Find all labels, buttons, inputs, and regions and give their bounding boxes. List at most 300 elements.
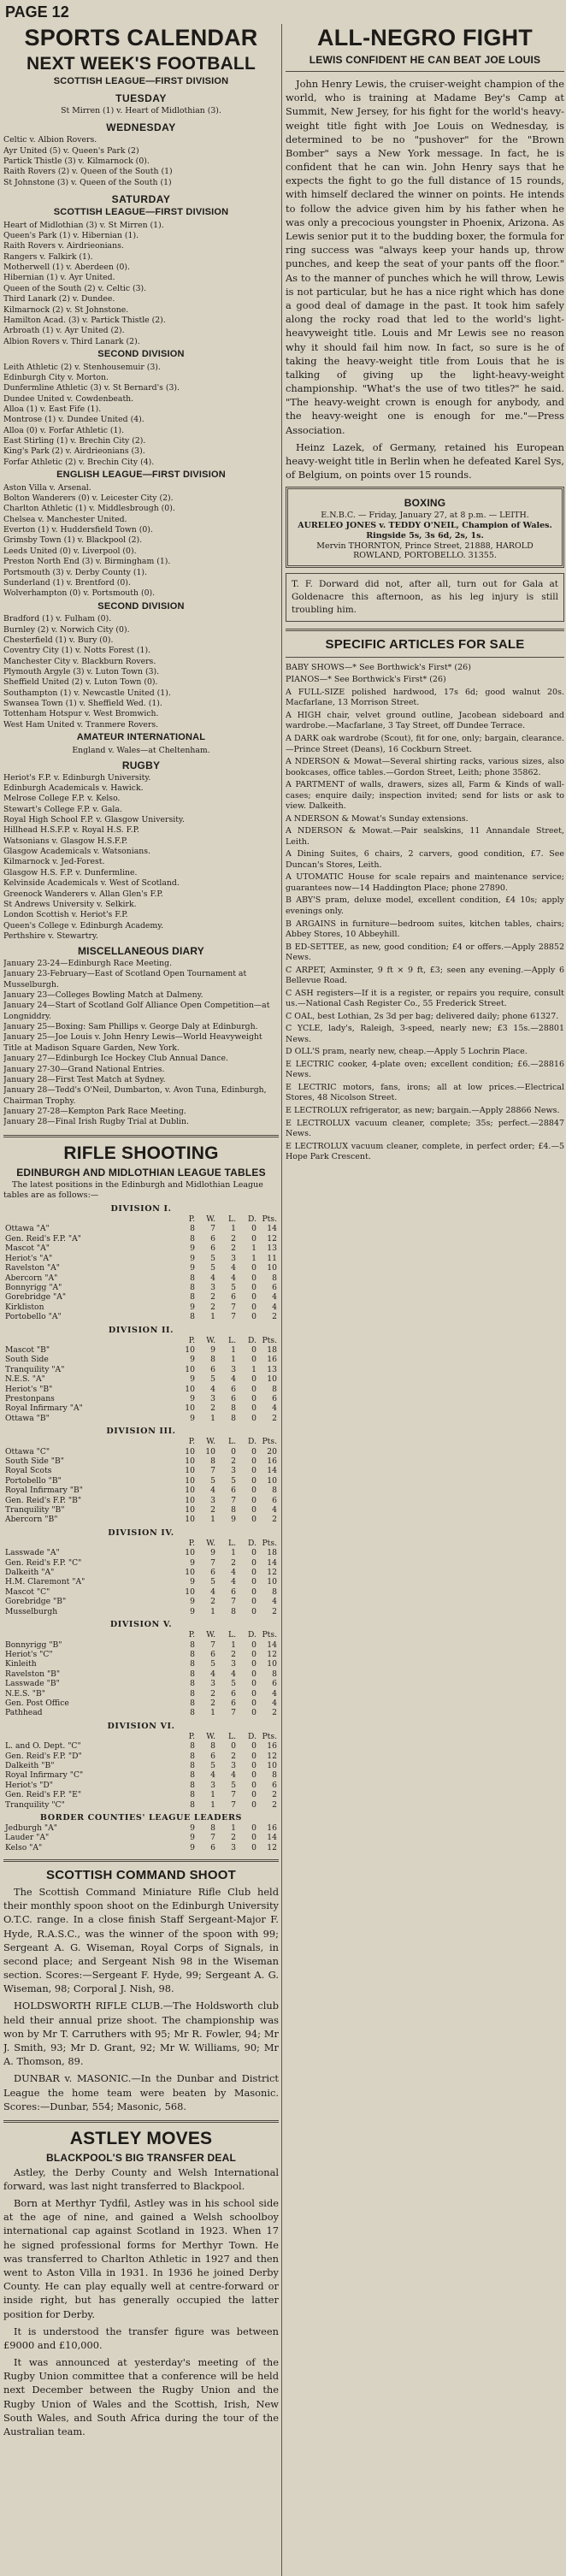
table-cell: 10 (185, 1548, 195, 1558)
diary-list (3, 959, 279, 1128)
table-cell: 10 (185, 1505, 195, 1515)
table-cell: 16 (267, 1741, 277, 1752)
table-cell: Gen. Reid's F.P. "B" (5, 1495, 82, 1505)
table-cell: 5 (210, 1374, 215, 1385)
table-cell: 2 (231, 1649, 236, 1659)
table-cell: 8 (190, 1649, 195, 1659)
table-cell: 0 (251, 1548, 256, 1558)
fixture: Kelvinside Academicals v. West of Scotland. (3, 878, 180, 889)
classified-ad: PIANOS—* See Borthwick's First* (26) (286, 675, 446, 685)
table-cell: Dalkeith "A" (5, 1568, 55, 1578)
table-cell: Prestonpans (5, 1393, 55, 1403)
fixture: Stewart's College F.P. v. Gala. (3, 804, 122, 814)
table-header-cell: P. (188, 1335, 195, 1345)
table-cell: 0 (251, 1640, 256, 1650)
division-heading: DIVISION VI. (107, 1721, 175, 1731)
table-header-cell: L. (227, 1214, 236, 1225)
table-cell: Abercorn "B" (5, 1515, 58, 1525)
table-cell: 10 (185, 1475, 195, 1486)
table-row (3, 1790, 279, 1799)
table-cell: 9 (190, 1374, 195, 1385)
table-row (3, 1414, 279, 1423)
table-header-cell (3, 1630, 176, 1640)
table-cell: 6 (210, 1364, 215, 1374)
table-cell: Lauder "A" (5, 1833, 50, 1843)
table-cell: 9 (190, 1302, 195, 1312)
fixture: Plymouth Argyle (3) v. Luton Town (3). (3, 666, 160, 676)
table-cell: 10 (267, 1263, 277, 1273)
table-cell: 6 (272, 1679, 277, 1689)
table-cell: 7 (231, 1302, 236, 1312)
table-header-cell: W. (206, 1538, 215, 1548)
table-cell: 16 (267, 1355, 277, 1365)
table-cell: 7 (231, 1312, 236, 1322)
table-cell: H.M. Claremont "A" (5, 1577, 85, 1587)
table-cell: 9 (190, 1833, 195, 1843)
fixture: Raith Rovers v. Airdrieonians. (3, 241, 124, 251)
table-cell: 5 (210, 1760, 215, 1770)
table-cell: 8 (190, 1708, 195, 1718)
wednesday-label: WEDNESDAY (106, 121, 176, 134)
table-row (3, 1505, 279, 1515)
table-header-cell: P. (188, 1214, 195, 1225)
table-cell: 0 (251, 1780, 256, 1790)
table-cell: 5 (231, 1475, 236, 1486)
table-cell: 12 (267, 1842, 277, 1852)
table-row (3, 1587, 279, 1597)
table-row (3, 1345, 279, 1355)
table-cell: 8 (210, 1823, 215, 1834)
amateur-fixture-wrap (3, 746, 279, 756)
table-row (3, 1456, 279, 1466)
fixture: St Andrews University v. Selkirk. (3, 899, 137, 909)
table-cell: Pathhead (5, 1708, 43, 1718)
table-cell: 2 (210, 1688, 215, 1699)
table-cell: 2 (272, 1606, 277, 1616)
table-cell: 5 (231, 1780, 236, 1790)
table-cell: 10 (185, 1364, 195, 1374)
table-cell: 3 (210, 1780, 215, 1790)
fixture: Edinburgh Academicals v. Hawick. (3, 783, 144, 793)
table-cell: 1 (210, 1799, 215, 1810)
astley-subheading: BLACKPOOL'S BIG TRANSFER DEAL (46, 2152, 236, 2165)
table-cell: 12 (267, 1568, 277, 1578)
table-header-cell: W. (206, 1731, 215, 1741)
table-cell: South Side "B" (5, 1456, 64, 1467)
table-cell: 0 (251, 1669, 256, 1679)
table-cell: 20 (267, 1446, 277, 1456)
table-cell: 7 (210, 1640, 215, 1650)
sl-first-sat-heading: SCOTTISH LEAGUE—FIRST DIVISION (53, 207, 229, 218)
wednesday-fixtures (3, 135, 279, 188)
divider (3, 1859, 279, 1862)
table-cell: Tranquility "A" (5, 1364, 65, 1374)
paragraph: Astley, the Derby County and Welsh International forward, was last night transferred to Blackpool. (3, 2165, 279, 2192)
table-header-cell: Pts. (262, 1538, 277, 1548)
table-cell: 3 (231, 1466, 236, 1476)
fixture: Leith Athletic (2) v. Stenhousemuir (3). (3, 362, 161, 372)
table-cell: 0 (251, 1799, 256, 1810)
table-row (3, 1833, 279, 1842)
fixture: Manchester City v. Blackburn Rovers. (3, 656, 156, 666)
fixture: Sheffield United (2) v. Luton Town (0). (3, 677, 158, 688)
table-row (3, 1496, 279, 1505)
classified-ad: C ARPET, Axminster, 9 ft × 9 ft, £3; seen any evening.—Apply 6 Bellevue Road. (286, 965, 564, 986)
classified-list (286, 663, 564, 1163)
fixture: Heriot's F.P. v. Edinburgh University. (3, 772, 151, 783)
table-cell: 0 (251, 1355, 256, 1365)
table-cell: 12 (267, 1649, 277, 1659)
table-cell: 2 (210, 1597, 215, 1607)
table-cell: 4 (272, 1302, 277, 1312)
table-row (3, 1752, 279, 1761)
table-row (3, 1659, 279, 1669)
fixture: Hillhead H.S.F.P. v. Royal H.S. F.P. (3, 825, 139, 836)
table-cell: 8 (272, 1586, 277, 1597)
table-cell: 0 (251, 1557, 256, 1568)
table-cell: 0 (251, 1649, 256, 1659)
table-cell: 2 (210, 1292, 215, 1303)
fixture: Kilmarnock (2) v. St Johnstone. (3, 304, 129, 315)
table-cell: 1 (210, 1606, 215, 1616)
table-cell: 5 (210, 1659, 215, 1669)
table-cell: 14 (267, 1224, 277, 1234)
classified-ad: A FULL-SIZE polished hardwood, 17s 6d; good walnut 20s. Macfarlane, 13 Morrison Street. (286, 687, 564, 708)
diary-item: January 28—First Test Match at Sydney. (3, 1074, 166, 1084)
tuesday-label: TUESDAY (115, 92, 167, 104)
table-cell: 2 (210, 1698, 215, 1708)
fixture: England v. Wales—at Cheltenham. (72, 745, 210, 755)
fixture: Leeds United (0) v. Liverpool (0). (3, 546, 137, 556)
table-cell: South Side (5, 1355, 49, 1365)
paragraph: It was announced at yesterday's meeting of the Rugby Union committee that a conference will be held next December between the Rugby Union and the Rugby Union of Wales and the Scottish, Irish, New South Wales, and South Africa during the tour of the Australian team. (3, 2356, 279, 2437)
table-row (3, 1708, 279, 1717)
classified-ad: C ASH registers—If it is a register, or repairs you require, consult us.—National Cash Register Co., 55 Frederick Street. (286, 988, 564, 1009)
table-cell: 1 (210, 1515, 215, 1525)
table-cell: 8 (190, 1790, 195, 1800)
classified-ad: B ED-SETTEE, as new, good condition; £4 or offers.—Apply 28852 News. (286, 942, 564, 963)
table-header-cell: P. (188, 1731, 195, 1741)
table-cell: 9 (190, 1253, 195, 1263)
fixture: Raith Rovers (2) v. Queen of the South (1) (3, 167, 173, 177)
fixture: Chesterfield (1) v. Bury (0). (3, 635, 114, 645)
table-cell: 5 (210, 1253, 215, 1263)
table-cell: 0 (251, 1282, 256, 1292)
table-row (3, 1263, 279, 1273)
border-league-table (3, 1823, 279, 1852)
table-cell: 0 (251, 1698, 256, 1708)
table-cell: 8 (231, 1413, 236, 1423)
table-cell: 0 (231, 1446, 236, 1456)
table-cell: 9 (190, 1263, 195, 1273)
column-rule (281, 24, 282, 2576)
table-cell: 7 (231, 1597, 236, 1607)
rugby-fixtures (3, 773, 279, 942)
fixture: Everton (1) v. Huddersfield Town (0). (3, 525, 153, 535)
table-row (3, 1254, 279, 1263)
table-cell: 13 (267, 1364, 277, 1374)
table-cell: 7 (210, 1833, 215, 1843)
table-cell: N.E.S. "B" (5, 1688, 46, 1699)
table-cell: 2 (231, 1456, 236, 1467)
table-cell: 4 (210, 1384, 215, 1394)
table-row (3, 1224, 279, 1233)
table-row (3, 1669, 279, 1679)
table-cell: 7 (210, 1557, 215, 1568)
table-cell: 2 (272, 1413, 277, 1423)
fixture: Bolton Wanderers (0) v. Leicester City (2). (3, 493, 174, 503)
table-cell: 0 (251, 1741, 256, 1752)
table-header-cell: Pts. (262, 1630, 277, 1640)
division-heading: DIVISION II. (108, 1325, 174, 1335)
rifle-heading: RIFLE SHOOTING (63, 1143, 219, 1163)
table-cell: 6 (272, 1282, 277, 1292)
diary-item: January 27-28—Kempton Park Race Meeting. (3, 1106, 186, 1116)
table-cell: 8 (210, 1355, 215, 1365)
classified-ad: A UTOMATIC House for scale repairs and maintenance service; guarantees now—14 Haddington Place; phone 27890. (286, 872, 564, 893)
table-cell: 3 (210, 1679, 215, 1689)
table-cell: 8 (190, 1780, 195, 1790)
table-cell: Ravelston "B" (5, 1669, 61, 1679)
fixture: Perthshire v. Stewartry. (3, 931, 98, 941)
table-cell: 0 (251, 1403, 256, 1414)
table-cell: 14 (267, 1557, 277, 1568)
table-cell: 1 (210, 1708, 215, 1718)
table-cell: 10 (267, 1374, 277, 1385)
table-cell: 8 (190, 1224, 195, 1234)
paragraph: It is understood the transfer figure was between £9000 and £10,000. (3, 2325, 279, 2351)
table-cell: 2 (231, 1233, 236, 1244)
table-cell: 2 (272, 1799, 277, 1810)
divider (286, 71, 564, 72)
table-cell: Portobello "B" (5, 1475, 62, 1486)
table-header-cell (3, 1732, 176, 1741)
table-cell: 4 (210, 1669, 215, 1679)
table-cell: 6 (210, 1568, 215, 1578)
table-cell: 8 (231, 1606, 236, 1616)
league-table (3, 1732, 279, 1810)
table-row (3, 1548, 279, 1557)
table-cell: 0 (251, 1568, 256, 1578)
right-column (286, 24, 564, 2576)
border-league-heading: BORDER COUNTIES' LEAGUE LEADERS (39, 1813, 243, 1823)
league-table (3, 1630, 279, 1718)
table-cell: Mascot "C" (5, 1586, 50, 1597)
rifle-subheading: EDINBURGH AND MIDLOTHIAN LEAGUE TABLES (16, 1166, 266, 1179)
table-header-cell: Pts. (262, 1731, 277, 1741)
fixture: Third Lanark (2) v. Dundee. (3, 294, 115, 304)
table-cell: 3 (231, 1760, 236, 1770)
fixture: Heart of Midlothian (3) v. St Mirren (1). (3, 220, 164, 230)
fixture: Sunderland (1) v. Brentford (0). (3, 577, 131, 588)
table-header-cell: P. (188, 1437, 195, 1447)
table-cell: 6 (231, 1586, 236, 1597)
table-cell: 0 (251, 1790, 256, 1800)
table-cell: 9 (231, 1515, 236, 1525)
table-cell: 8 (190, 1688, 195, 1699)
classified-ad: E LECTROLUX refrigerator, as new; bargain.—Apply 28866 News. (286, 1106, 560, 1115)
table-cell: 0 (251, 1233, 256, 1244)
table-cell: 0 (251, 1393, 256, 1403)
table-cell: 4 (272, 1403, 277, 1414)
table-header-cell: D. (248, 1335, 256, 1345)
table-cell: 3 (210, 1393, 215, 1403)
table-cell: 4 (272, 1597, 277, 1607)
classified-ad: B ARGAINS in furniture—bedroom suites, kitchen tables, chairs; Abbey Stores, 10 Abbeyhill. (286, 919, 564, 940)
table-cell: 3 (210, 1495, 215, 1505)
table-row (3, 1374, 279, 1384)
table-cell: Heriot's "D" (5, 1780, 53, 1790)
diary-item: January 24—Start of Scotland Golf Alliance Open Competition—at Longniddry. (3, 1001, 270, 1021)
table-cell: 2 (231, 1557, 236, 1568)
table-cell: 10 (185, 1344, 195, 1355)
table-cell: 4 (272, 1505, 277, 1515)
fixture: Wolverhampton (0) v. Portsmouth (0). (3, 588, 156, 599)
table-cell: 1 (231, 1224, 236, 1234)
paragraph: DUNBAR v. MASONIC.—In the Dunbar and District League the home team were beaten by Masonic. Scores:—Dunbar, 554; Masonic, 568. (3, 2072, 279, 2112)
table-cell: 8 (272, 1770, 277, 1781)
table-row (3, 1577, 279, 1586)
table-row (3, 1365, 279, 1374)
divider (3, 2120, 279, 2123)
table-cell: Jedburgh "A" (5, 1823, 57, 1834)
table-cell: Gorebridge "A" (5, 1292, 67, 1303)
table-cell: 0 (251, 1312, 256, 1322)
table-cell: 8 (190, 1640, 195, 1650)
table-cell: 4 (231, 1374, 236, 1385)
paragraph: John Henry Lewis, the cruiser-weight champion of the world, who is training at Madame Bey's Camp at Summit, New Jersey, for his fight for the world's heavy-weight title fight with Joe Louis on Wednesday, is determined to be no "pushover" for the "Brown Bomber" says a New York message. In fact, he is confident that he can win. John Henry says that he expects the fight to go the full distance of 15 rounds, with himself declared the winner on points. He intends to follow the advice given him by his father when he was only a precocious youngster in Phoenix, Arizona. As Lewis senior put it to the budding boxer, the formula for ring success was "always keep your hands up, throw punches, and keep the seat of your pants off the floor." As to the manner of punches which he will throw, Lewis is not particular, but he has a nice right which has done a good deal of damage in the past. It took him safely along the rocky road that led to the world's light-heavyweight title. Louis and Mr Lewis see no reason why it should fail him now. In fact, so sure is he of taking the heavy-weight title from Louis that he is talking of giving up the light-heavy-weight championship. "What's the use of two titles?" he said. "The heavy-weight crown is enough for anybody, and the heavy-weight one is enough for me."—Press Association. (286, 77, 564, 436)
table-cell: 10 (205, 1446, 215, 1456)
el-first-heading: ENGLISH LEAGUE—FIRST DIVISION (56, 470, 226, 481)
table-cell: Mascot "B" (5, 1344, 50, 1355)
table-cell: 0 (251, 1597, 256, 1607)
table-cell: 1 (251, 1364, 256, 1374)
division-heading: DIVISION III. (106, 1427, 176, 1437)
paragraph: Born at Merthyr Tydfil, Astley was in his school side at the age of nine, and gained a Welsh schoolboy international cap against Scotland in 1923. When 17 he signed professional forms for Merthyr Town. He was transferred to Charlton Athletic in 1927 and then went to Aston Villa in 1931. In 1936 he joined Derby County. He can play equally well at centre-forward or inside right, but has generally occupied the latter position for Derby. (3, 2197, 279, 2320)
fixture: Charlton Athletic (1) v. Middlesbrough (0). (3, 504, 175, 514)
table-row (3, 1568, 279, 1577)
table-cell: 10 (267, 1760, 277, 1770)
table-cell: 10 (267, 1475, 277, 1486)
table-cell: 8 (272, 1273, 277, 1283)
table-cell: 7 (231, 1790, 236, 1800)
table-cell: 9 (190, 1413, 195, 1423)
fixture: Motherwell (1) v. Aberdeen (0). (3, 263, 130, 273)
table-row (3, 1273, 279, 1283)
table-cell: Musselburgh (5, 1606, 58, 1616)
table-row (3, 1385, 279, 1394)
fixture: Ayr United (5) v. Queen's Park (2) (3, 145, 139, 156)
table-cell: 18 (267, 1548, 277, 1558)
table-cell: 3 (210, 1282, 215, 1292)
table-cell: 8 (190, 1760, 195, 1770)
table-header-cell: L. (227, 1335, 236, 1345)
table-cell: Royal Infirmary "B" (5, 1486, 83, 1496)
table-row (3, 1640, 279, 1650)
paragraph: Heinz Lazek, of Germany, retained his European heavy-weight title in Berlin when he defeated Karel Sys, of Belgium, on points over 15 rounds. (286, 440, 564, 482)
table-cell: 8 (231, 1505, 236, 1515)
table-cell: Lasswade "B" (5, 1679, 60, 1689)
table-cell: 7 (231, 1495, 236, 1505)
table-row (3, 1699, 279, 1708)
table-cell: 8 (210, 1456, 215, 1467)
sl-first-heading: SCOTTISH LEAGUE—FIRST DIVISION (53, 76, 229, 87)
table-cell: 0 (251, 1505, 256, 1515)
table-cell: 7 (231, 1708, 236, 1718)
table-cell: 8 (190, 1292, 195, 1303)
table-cell: 0 (251, 1413, 256, 1423)
table-cell: 8 (190, 1770, 195, 1781)
table-header-cell: Pts. (262, 1214, 277, 1225)
boxing-line: AURELEO JONES v. TEDDY O'NEIL, Champion of Wales. Ringside 5s, 3s 6d, 2s, 1s. (298, 520, 552, 541)
table-header-cell: P. (188, 1538, 195, 1548)
fixture: Hamilton Acad. (3) v. Partick Thistle (2). (3, 315, 166, 325)
table-cell: 2 (272, 1790, 277, 1800)
fixture: Queen's College v. Edinburgh Academy. (3, 920, 164, 931)
fixture: Alloa (0) v. Forfar Athletic (1). (3, 425, 125, 435)
table-row (3, 1597, 279, 1606)
table-cell: 0 (231, 1741, 236, 1752)
table-cell: 0 (251, 1456, 256, 1467)
table-cell: 4 (231, 1577, 236, 1587)
table-header-row (3, 1732, 279, 1741)
table-header-cell: D. (248, 1538, 256, 1548)
table-cell: 2 (272, 1312, 277, 1322)
league-table (3, 1336, 279, 1424)
table-cell: 1 (251, 1244, 256, 1254)
table-header-cell: W. (206, 1335, 215, 1345)
table-cell: 4 (210, 1586, 215, 1597)
table-cell: 14 (267, 1640, 277, 1650)
table-header-cell: D. (248, 1630, 256, 1640)
table-row (3, 1770, 279, 1780)
astley-article (3, 2165, 279, 2439)
table-cell: Ottawa "A" (5, 1224, 50, 1234)
fixture: Partick Thistle (3) v. Kilmarnock (0). (3, 157, 150, 167)
table-header-row (3, 1336, 279, 1345)
table-row (3, 1650, 279, 1659)
table-cell: 1 (251, 1253, 256, 1263)
fixture: Hibernian (1) v. Ayr United. (3, 273, 115, 283)
table-cell: 6 (231, 1393, 236, 1403)
table-cell: 2 (210, 1302, 215, 1312)
table-cell: 8 (190, 1799, 195, 1810)
table-cell: 3 (231, 1842, 236, 1852)
table-cell: 0 (251, 1760, 256, 1770)
table-row (3, 1476, 279, 1486)
table-cell: 2 (231, 1244, 236, 1254)
table-cell: 0 (251, 1842, 256, 1852)
table-header-cell: W. (206, 1214, 215, 1225)
table-cell: 8 (272, 1486, 277, 1496)
table-cell: 0 (251, 1292, 256, 1303)
fixture: Albion Rovers v. Third Lanark (2). (3, 336, 140, 346)
sports-masthead: SPORTS CALENDAR (24, 25, 258, 50)
fixture: Dunfermline Athletic (3) v. St Bernard's (3). (3, 383, 180, 393)
fixture: Queen's Park (1) v. Hibernian (1). (3, 231, 139, 240)
table-cell: 10 (185, 1515, 195, 1525)
fixture: London Scottish v. Heriot's F.P. (3, 910, 128, 920)
table-row (3, 1403, 279, 1413)
fixture: Swansea Town (1) v. Sheffield Wed. (1). (3, 699, 162, 709)
diary-item: January 27—Edinburgh Ice Hockey Club Annual Dance. (3, 1054, 228, 1064)
table-cell: 1 (210, 1413, 215, 1423)
table-cell: Kirkliston (5, 1302, 44, 1312)
table-cell: 10 (185, 1586, 195, 1597)
table-cell: Gen. Post Office (5, 1698, 69, 1708)
divider (286, 629, 564, 631)
table-row (3, 1466, 279, 1475)
